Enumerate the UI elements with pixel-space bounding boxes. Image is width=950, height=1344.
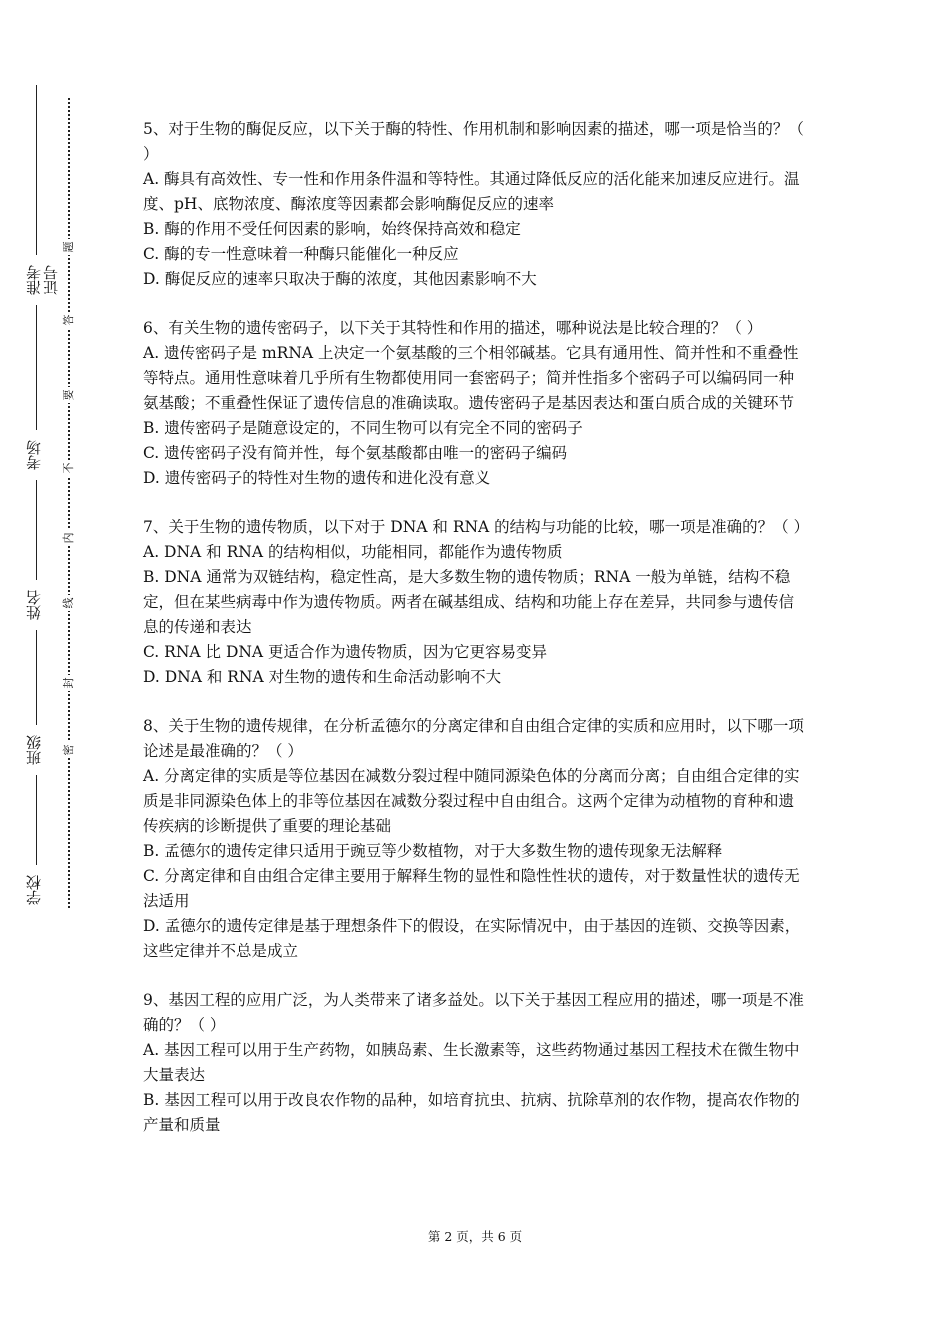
seal-char: 线 <box>62 595 76 611</box>
option-d: D. DNA 和 RNA 对生物的遗传和生命活动影响不大 <box>143 668 502 686</box>
page-number: 第 2 页，共 6 页 <box>427 1229 523 1244</box>
seal-dotted-line <box>68 98 70 908</box>
field-label-class: 班级 <box>25 735 43 765</box>
option-c: C. RNA 比 DNA 更适合作为遗传物质，因为它更容易变异 <box>143 643 548 661</box>
seal-char: 内 <box>62 530 76 546</box>
option-a: A. DNA 和 RNA 的结构相似，功能相同，都能作为遗传物质 <box>143 543 563 561</box>
field-label-name: 姓名 <box>25 590 43 620</box>
seal-char: 答 <box>62 312 76 328</box>
seal-char: 封 <box>62 675 76 691</box>
option-c: C. 遗传密码子没有简并性，每个氨基酸都由唯一的密码子编码 <box>143 444 568 462</box>
option-b: B. 遗传密码子是随意设定的，不同生物可以有完全不同的密码子 <box>143 419 583 437</box>
field-label-exam-room: 考场 <box>25 440 43 470</box>
question-stem: 9、基因工程的应用广泛，为人类带来了诸多益处。以下关于基因工程应用的描述，哪一项是不准确的？（ ） <box>143 991 804 1034</box>
question-6 <box>143 316 809 491</box>
option-c: C. 酶的专一性意味着一种酶只能催化一种反应 <box>143 245 459 263</box>
field-label-exam-number: 准考证号 <box>25 265 60 295</box>
field-underline <box>36 305 37 430</box>
option-c: C. 分离定律和自由组合定律主要用于解释生物的显性和隐性性状的遗传，对于数量性状的遗传无法适用 <box>143 867 800 910</box>
question-8 <box>143 714 809 964</box>
binding-margin <box>0 0 110 1344</box>
question-7 <box>143 515 809 690</box>
field-underline <box>36 630 37 725</box>
field-underline <box>36 85 37 255</box>
option-b: B. 酶的作用不受任何因素的影响，始终保持高效和稳定 <box>143 220 521 238</box>
option-b: B. DNA 通常为双链结构，稳定性高，是大多数生物的遗传物质；RNA 一般为单链，结构不稳定，但在某些病毒中作为遗传物质。两者在碱基组成、结构和功能上存在差异，共同参与遗传信息的传递和表达 <box>143 568 795 636</box>
question-stem: 7、关于生物的遗传物质，以下对于 DNA 和 RNA 的结构与功能的比较，哪一项是准确的？（ ） <box>143 518 810 536</box>
question-stem: 8、关于生物的遗传规律，在分析孟德尔的分离定律和自由组合定律的实质和应用时，以下哪一项论述是最准确的？（ ） <box>143 717 804 760</box>
question-list <box>143 117 809 1162</box>
question-stem: 6、有关生物的遗传密码子，以下关于其特性和作用的描述，哪种说法是比较合理的？（ ） <box>143 319 763 337</box>
seal-char: 不 <box>62 460 76 476</box>
option-d: D. 遗传密码子的特性对生物的遗传和进化没有意义 <box>143 469 491 487</box>
question-5 <box>143 117 809 292</box>
field-underline <box>36 775 37 865</box>
seal-line <box>61 98 77 908</box>
question-9 <box>143 988 809 1138</box>
field-underline <box>36 480 37 580</box>
option-a: A. 酶具有高效性、专一性和作用条件温和等特性。其通过降低反应的活化能来加速反应进行。温度、pH、底物浓度、酶浓度等因素都会影响酶促反应的速率 <box>143 170 800 213</box>
seal-char: 密 <box>62 742 76 758</box>
option-b: B. 基因工程可以用于改良农作物的品种，如培育抗虫、抗病、抗除草剂的农作物，提高农作物的产量和质量 <box>143 1091 800 1134</box>
student-info-fields <box>22 85 60 910</box>
option-a: A. 遗传密码子是 mRNA 上决定一个氨基酸的三个相邻碱基。它具有通用性、简并性和不重叠性等特点。通用性意味着几乎所有生物都使用同一套密码子；简并性指多个密码子可以编码同一种氨基酸；不重叠性保证了遗传信息的准确读取。遗传密码子是基因表达和蛋白质合成的关键环节 <box>143 344 799 412</box>
option-a: A. 分离定律的实质是等位基因在减数分裂过程中随同源染色体的分离而分离；自由组合定律的实质是非同源染色体上的非等位基因在减数分裂过程中自由组合。这两个定律为动植物的育种和遗传疾病的诊断提供了重要的理论基础 <box>143 767 800 835</box>
option-d: D. 孟德尔的遗传定律是基于理想条件下的假设，在实际情况中，由于基因的连锁、交换等因素，这些定律并不总是成立 <box>143 917 801 960</box>
option-b: B. 孟德尔的遗传定律只适用于豌豆等少数植物，对于大多数生物的遗传现象无法解释 <box>143 842 723 860</box>
question-stem: 5、对于生物的酶促反应，以下关于酶的特性、作用机制和影响因素的描述，哪一项是恰当的？（ ） <box>143 120 804 163</box>
field-label-school: 学校 <box>25 875 43 905</box>
option-d: D. 酶促反应的速率只取决于酶的浓度，其他因素影响不大 <box>143 270 537 288</box>
option-a: A. 基因工程可以用于生产药物，如胰岛素、生长激素等，这些药物通过基因工程技术在微生物中大量表达 <box>143 1041 800 1084</box>
seal-char: 要 <box>62 387 76 403</box>
seal-char: 题 <box>62 239 76 255</box>
